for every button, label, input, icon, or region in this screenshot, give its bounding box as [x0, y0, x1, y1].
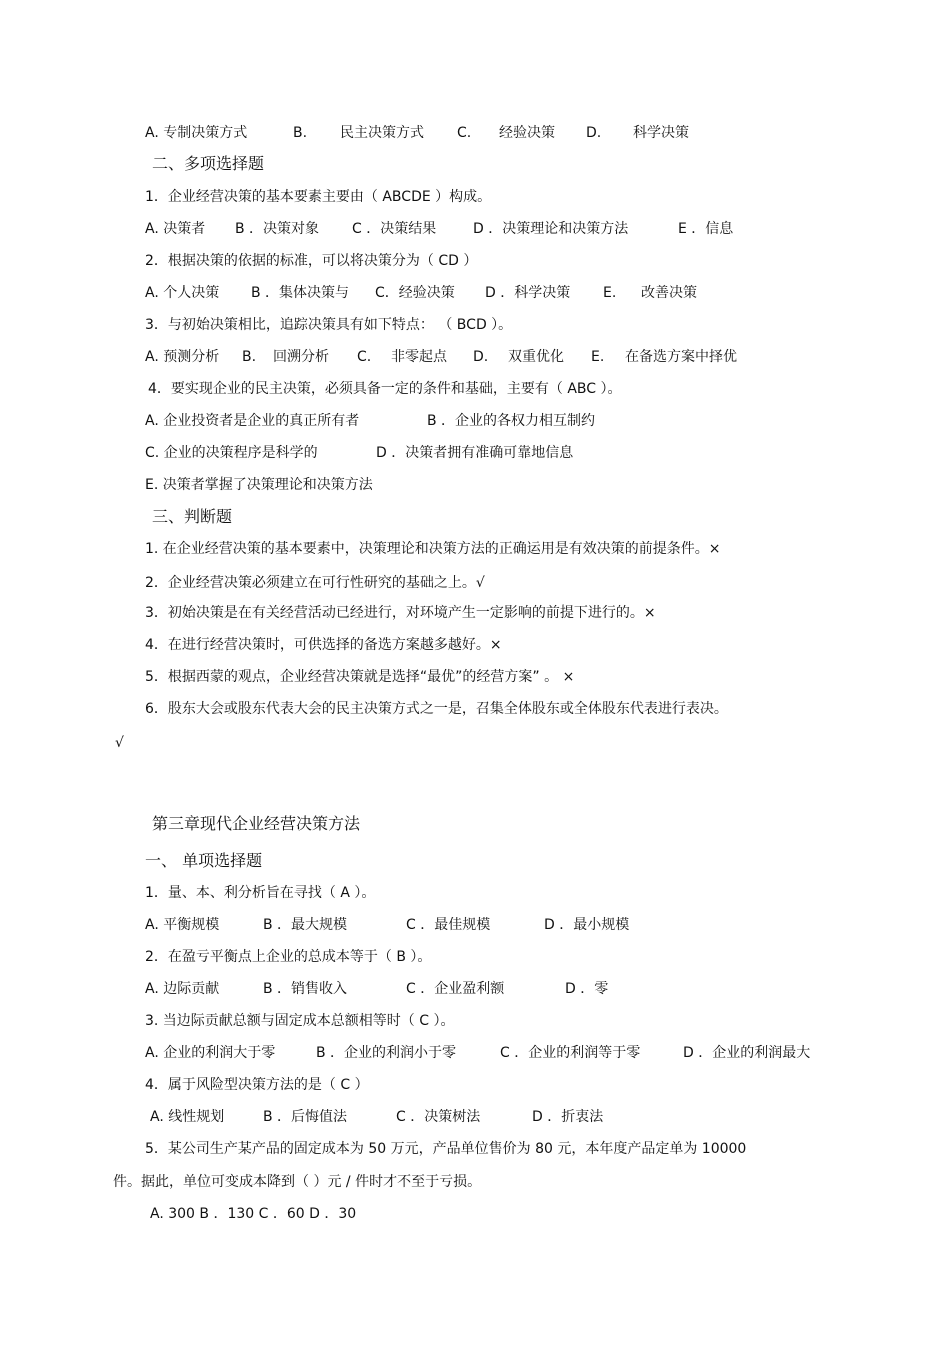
- option: C.: [457, 125, 472, 141]
- option: B.: [293, 125, 308, 141]
- option: D ．决策理论和决策方法: [473, 221, 629, 237]
- option: E ．信息: [678, 221, 734, 237]
- statement: 6．股东大会或股东代表大会的民主决策方式之一是，召集全体股东或全体股东代表进行表决。: [145, 701, 728, 717]
- option: A. 企业的利润大于零: [145, 1045, 276, 1061]
- question-option: B ．企业的各权力相互制约: [427, 413, 596, 429]
- option: A. 专制决策方式: [145, 125, 248, 141]
- option: B ．集体决策与: [251, 285, 350, 301]
- option: C ．最佳规模: [406, 917, 491, 933]
- option: D ．企业的利润最大: [683, 1045, 811, 1061]
- option: B ．最大规模: [263, 917, 348, 933]
- question: 1．量、本、利分析旨在寻找（ A ）。: [145, 885, 376, 901]
- statement: 3．初始决策是在有关经营活动已经进行，对环境产生一定影响的前提下进行的。×: [145, 605, 656, 621]
- question-options: [145, 915, 630, 935]
- question-option: A. 企业投资者是企业的真正所有者: [145, 413, 360, 429]
- question-options: A. 300 B ．130 C ．60 D ．30: [150, 1206, 357, 1222]
- question: 3. 当边际贡献总额与固定成本总额相等时（ C ）。: [145, 1013, 455, 1029]
- question-options: [145, 283, 697, 303]
- section-heading: 三、判断题: [152, 507, 233, 526]
- statement: 1. 在企业经营决策的基本要素中，决策理论和决策方法的正确运用是有效决策的前提条件。×: [145, 541, 721, 557]
- question: 3．与初始决策相比，追踪决策具有如下特点： （ BCD ）。: [145, 317, 513, 333]
- option: E.: [603, 285, 617, 301]
- option: B ．企业的利润小于零: [316, 1045, 457, 1061]
- question-options: [150, 1107, 604, 1127]
- option: 在备选方案中择优: [625, 349, 737, 365]
- question-options: [145, 219, 734, 239]
- statement: 2．企业经营决策必须建立在可行性研究的基础之上。√: [145, 575, 485, 591]
- section-heading: 二、多项选择题: [152, 154, 265, 173]
- option: C．经验决策: [375, 285, 455, 301]
- question-options: [145, 347, 737, 367]
- question: 1．企业经营决策的基本要素主要由（ ABCDE ）构成。: [145, 189, 492, 205]
- option: 双重优化: [508, 349, 564, 365]
- option: D.: [586, 125, 602, 141]
- chapter-title: 第三章现代企业经营决策方法: [152, 814, 361, 833]
- option: C ．企业盈利额: [406, 981, 505, 997]
- option: 经验决策: [499, 125, 555, 141]
- option: 回溯分析: [273, 349, 329, 365]
- question-continuation: 件。据此，单位可变成本降到（ ）元 / 件时才不至于亏损。: [113, 1174, 482, 1190]
- question-options: [145, 1043, 811, 1063]
- question: 2．在盈亏平衡点上企业的总成本等于（ B ）。: [145, 949, 432, 965]
- option: 非零起点: [391, 349, 447, 365]
- option: B ．决策对象: [235, 221, 320, 237]
- option: 民主决策方式: [340, 125, 424, 141]
- option: A. 个人决策: [145, 285, 220, 301]
- question: 4．要实现企业的民主决策，必须具备一定的条件和基础，主要有（ ABC ）。: [148, 381, 622, 397]
- question-option: D ．决策者拥有准确可靠地信息: [376, 445, 574, 461]
- question: 5．某公司生产某产品的固定成本为 50 万元，产品单位售价为 80 元，本年度产品定单为 10000: [145, 1141, 747, 1157]
- option: C ．企业的利润等于零: [500, 1045, 641, 1061]
- option: 科学决策: [633, 125, 689, 141]
- option: D ．科学决策: [485, 285, 571, 301]
- question-options: [145, 979, 609, 999]
- check-mark: √: [115, 735, 124, 751]
- option: B.: [242, 349, 257, 365]
- prev-question-options: [145, 123, 689, 143]
- question: 4．属于风险型决策方法的是（ C ）: [145, 1077, 369, 1093]
- option: C ．决策树法: [396, 1109, 481, 1125]
- option: D ．最小规模: [544, 917, 630, 933]
- question-option: E. 决策者掌握了决策理论和决策方法: [145, 477, 373, 493]
- option: A. 决策者: [145, 221, 206, 237]
- option: C ．决策结果: [352, 221, 437, 237]
- option: D ．零: [565, 981, 609, 997]
- statement: 5．根据西蒙的观点，企业经营决策就是选择“最优”的经营方案” 。 ×: [145, 669, 575, 685]
- option: C.: [357, 349, 372, 365]
- section-heading: 一、 单项选择题: [145, 851, 263, 870]
- option: A. 边际贡献: [145, 981, 220, 997]
- question-option: C. 企业的决策程序是科学的: [145, 445, 318, 461]
- option: B ．销售收入: [263, 981, 348, 997]
- question: 2．根据决策的依据的标准，可以将决策分为（ CD ）: [145, 253, 478, 269]
- statement: 4．在进行经营决策时，可供选择的备选方案越多越好。×: [145, 637, 502, 653]
- option: A. 预测分析: [145, 349, 220, 365]
- option: D.: [473, 349, 489, 365]
- option: A. 线性规划: [150, 1109, 225, 1125]
- option: 改善决策: [641, 285, 697, 301]
- option: B ．后悔值法: [263, 1109, 348, 1125]
- option: D ．折衷法: [532, 1109, 604, 1125]
- option: A. 平衡规模: [145, 917, 220, 933]
- option: E.: [591, 349, 605, 365]
